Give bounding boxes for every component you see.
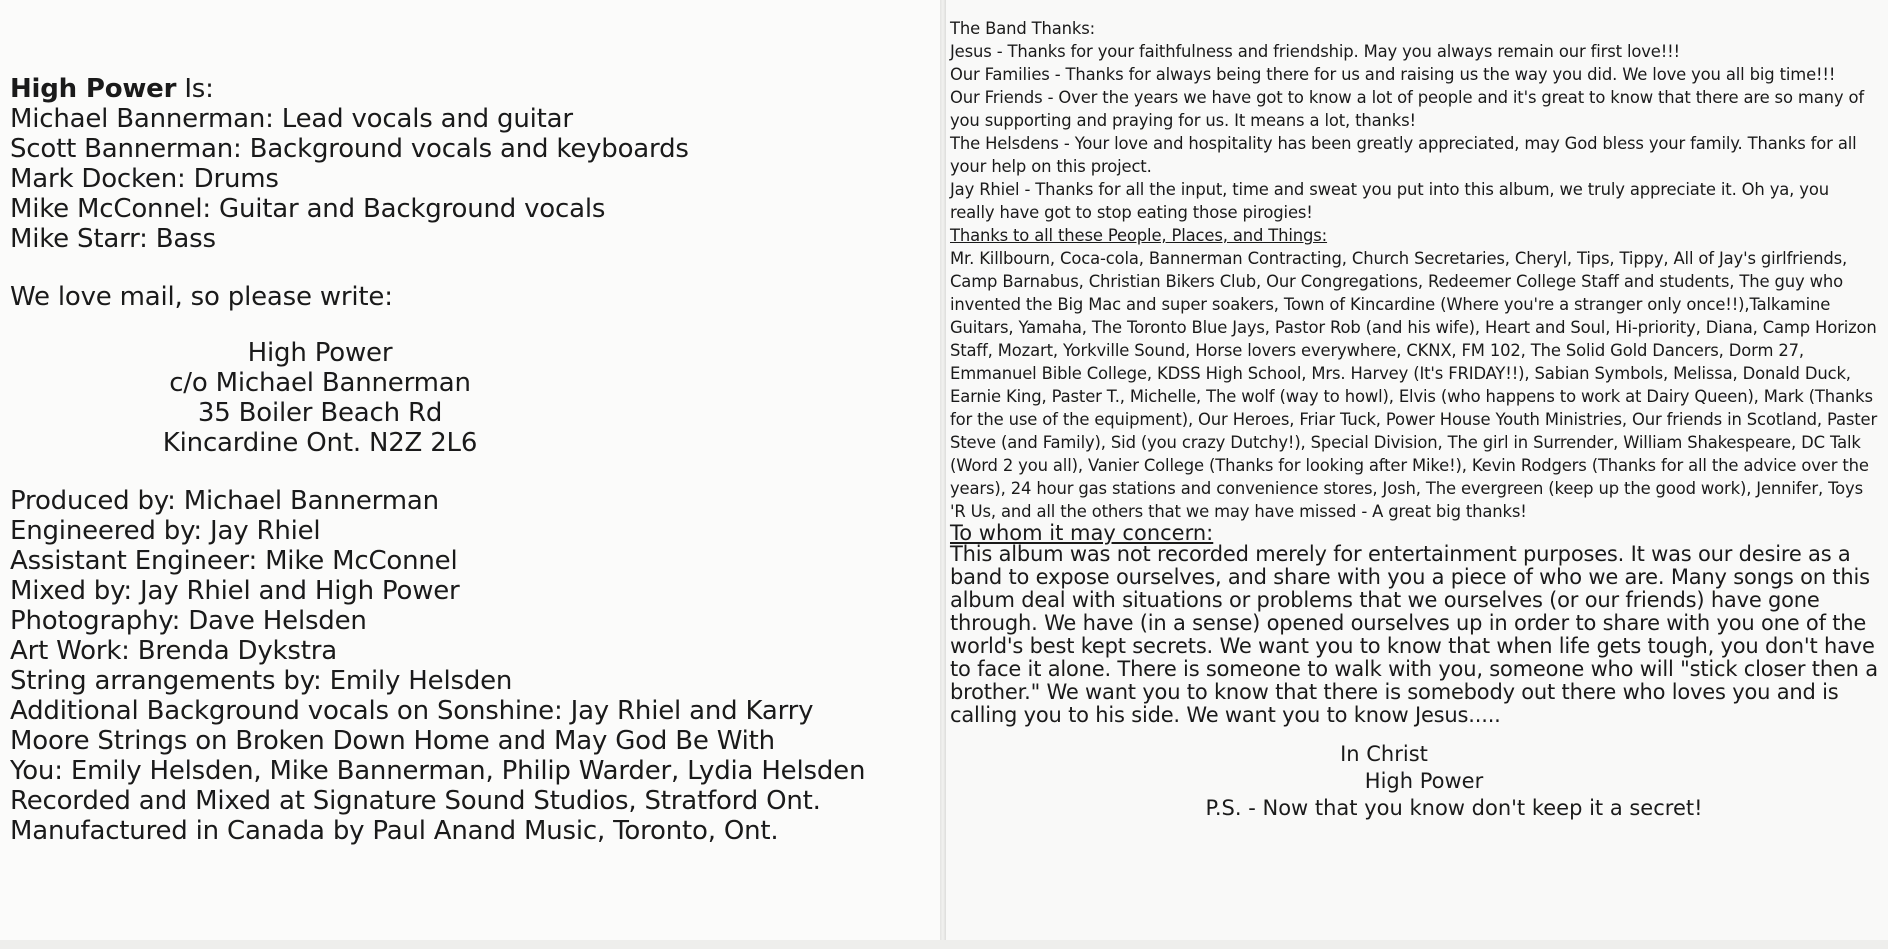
credit-line: Produced by: Michael Bannerman [10, 486, 439, 516]
thanks-item: Jay Rhiel - Thanks for all the input, time and sweat you put into this album, we truly appreciate it. Oh ya, you really have got to stop eating those pirogies! [950, 180, 1829, 222]
left-page-content [10, 74, 930, 846]
spacer [10, 458, 930, 486]
scan-edge [0, 940, 1888, 949]
thanks-item: The Helsdens - Your love and hospitality has been greatly appreciated, may God bless your family. Thanks for all your help on this project. [950, 134, 1857, 176]
band-title [10, 74, 930, 104]
people-places-heading: Thanks to all these People, Places, and Things: [950, 226, 1328, 245]
credit-line: Manufactured in Canada by Paul Anand Music, Toronto, Ont. [10, 816, 779, 846]
thanks-list [950, 40, 1878, 224]
credit-line: Photography: Dave Helsden [10, 606, 367, 636]
thanks-item: Jesus - Thanks for your faithfulness and friendship. May you always remain our first love!!! [950, 42, 1680, 61]
credit-line: Mixed by: Jay Rhiel and High Power [10, 576, 460, 606]
member-line: Mike Starr: Bass [10, 224, 216, 254]
thanks-heading: The Band Thanks: [950, 19, 1095, 38]
credit-line: Moore Strings on Broken Down Home and May God Be With [10, 726, 775, 756]
member-list [10, 104, 930, 254]
credit-line: String arrangements by: Emily Helsden [10, 666, 513, 696]
band-title-rest: Is: [176, 74, 214, 104]
address-line: 35 Boiler Beach Rd [197, 398, 443, 428]
member-line: Mark Docken: Drums [10, 164, 279, 194]
postscript: P.S. - Now that you know don't keep it a secret! [1205, 796, 1703, 820]
band-title-bold: High Power [10, 74, 177, 104]
credit-line: Engineered by: Jay Rhiel [10, 516, 321, 546]
concern-text: This album was not recorded merely for entertainment purposes. It was our desire as a band to expose ourselves, and share with you a piece of who we are. Many songs on this album deal with situations or problems that we ourselves (or our friends) have gone through. We have (in a sense) opened ourselves up in order to share with you one of the world's best kept secrets. We want you to know that when life gets tough, you don't have to face it alone. There is someone to walk with you, someone who will "stick closer then a brother." We want you to know that there is somebody out there who loves you and is calling you to his side. We want you to know Jesus..... [950, 542, 1878, 727]
address-line: Kincardine Ont. N2Z 2L6 [162, 428, 478, 458]
mail-prompt: We love mail, so please write: [10, 282, 393, 312]
people-places-list: Mr. Killbourn, Coca-cola, Bannerman Contracting, Church Secretaries, Cheryl, Tips, Tippy, All of Jay's girlfriends, Camp Barnabus, Christian Bikers Club, Our Congregations, Redeemer College Staff and students, The guy who invented the Big Mac and super soakers, Town of Kincardine (Where you're a stranger only once!!),Talkamine Guitars, Yamaha, The Toronto Blue Jays, Pastor Rob (and his wife), Heart and Soul, Hi-priority, Diana, Camp Horizon Staff, Mozart, Yorkville Sound, Horse lovers everywhere, CKNX, FM 102, The Solid Gold Dancers, Dorm 27, Emmanuel Bible College, KDSS High School, Mrs. Harvey (It's FRIDAY!!), Sabian Symbols, Melissa, Donald Duck, Earnie King, Paster T., Michelle, The wolf (way to howl), Elvis (who happens to work at Dairy Queen), Mark (Thanks for the use of the equipment), Our Heroes, Friar Tuck, Power House Youth Ministries, Our friends in Scotland, Paster Steve (and Family), Sid (you crazy Dutchy!), Special Division, The girl in Surrender, William Shakespeare, DC Talk (Word 2 you all), Vanier College (Thanks for looking after Mike!), Kevin Rodgers (Thanks for all the advice over the years), 24 hour gas stations and convenience stores, Josh, The evergreen (keep up the good work), Jennifer, Toys 'R Us, and all the others that we may have missed - A great big thanks! [950, 249, 1878, 521]
member-line: Scott Bannerman: Background vocals and keyboards [10, 134, 689, 164]
credit-line: Recorded and Mixed at Signature Sound Studios, Stratford Ont. [10, 786, 821, 816]
concern-heading: To whom it may concern: [950, 521, 1214, 545]
thanks-item: Our Families - Thanks for always being there for us and raising us the way you did. We love you all big time!!! [950, 65, 1836, 84]
credits-list [10, 486, 930, 846]
credit-line: Art Work: Brenda Dykstra [10, 636, 337, 666]
mailing-address [10, 338, 630, 458]
member-line: Michael Bannerman: Lead vocals and guitar [10, 104, 573, 134]
spacer [10, 254, 930, 282]
credit-line: Assistant Engineer: Mike McConnel [10, 546, 458, 576]
signoff-band: High Power [1364, 769, 1484, 793]
right-page-content [950, 17, 1878, 822]
signoff-line: In Christ [1340, 742, 1428, 766]
address-line: High Power [247, 338, 393, 368]
address-line: c/o Michael Bannerman [169, 368, 471, 398]
spacer [10, 312, 930, 338]
member-line: Mike McConnel: Guitar and Background vocals [10, 194, 606, 224]
credit-line: You: Emily Helsden, Mike Bannerman, Philip Warder, Lydia Helsden [10, 756, 866, 786]
credit-line: Additional Background vocals on Sonshine: Jay Rhiel and Karry [10, 696, 814, 726]
thanks-item: Our Friends - Over the years we have got to know a lot of people and it's great to know that there are so many of you supporting and praying for us. It means a lot, thanks! [950, 88, 1864, 130]
